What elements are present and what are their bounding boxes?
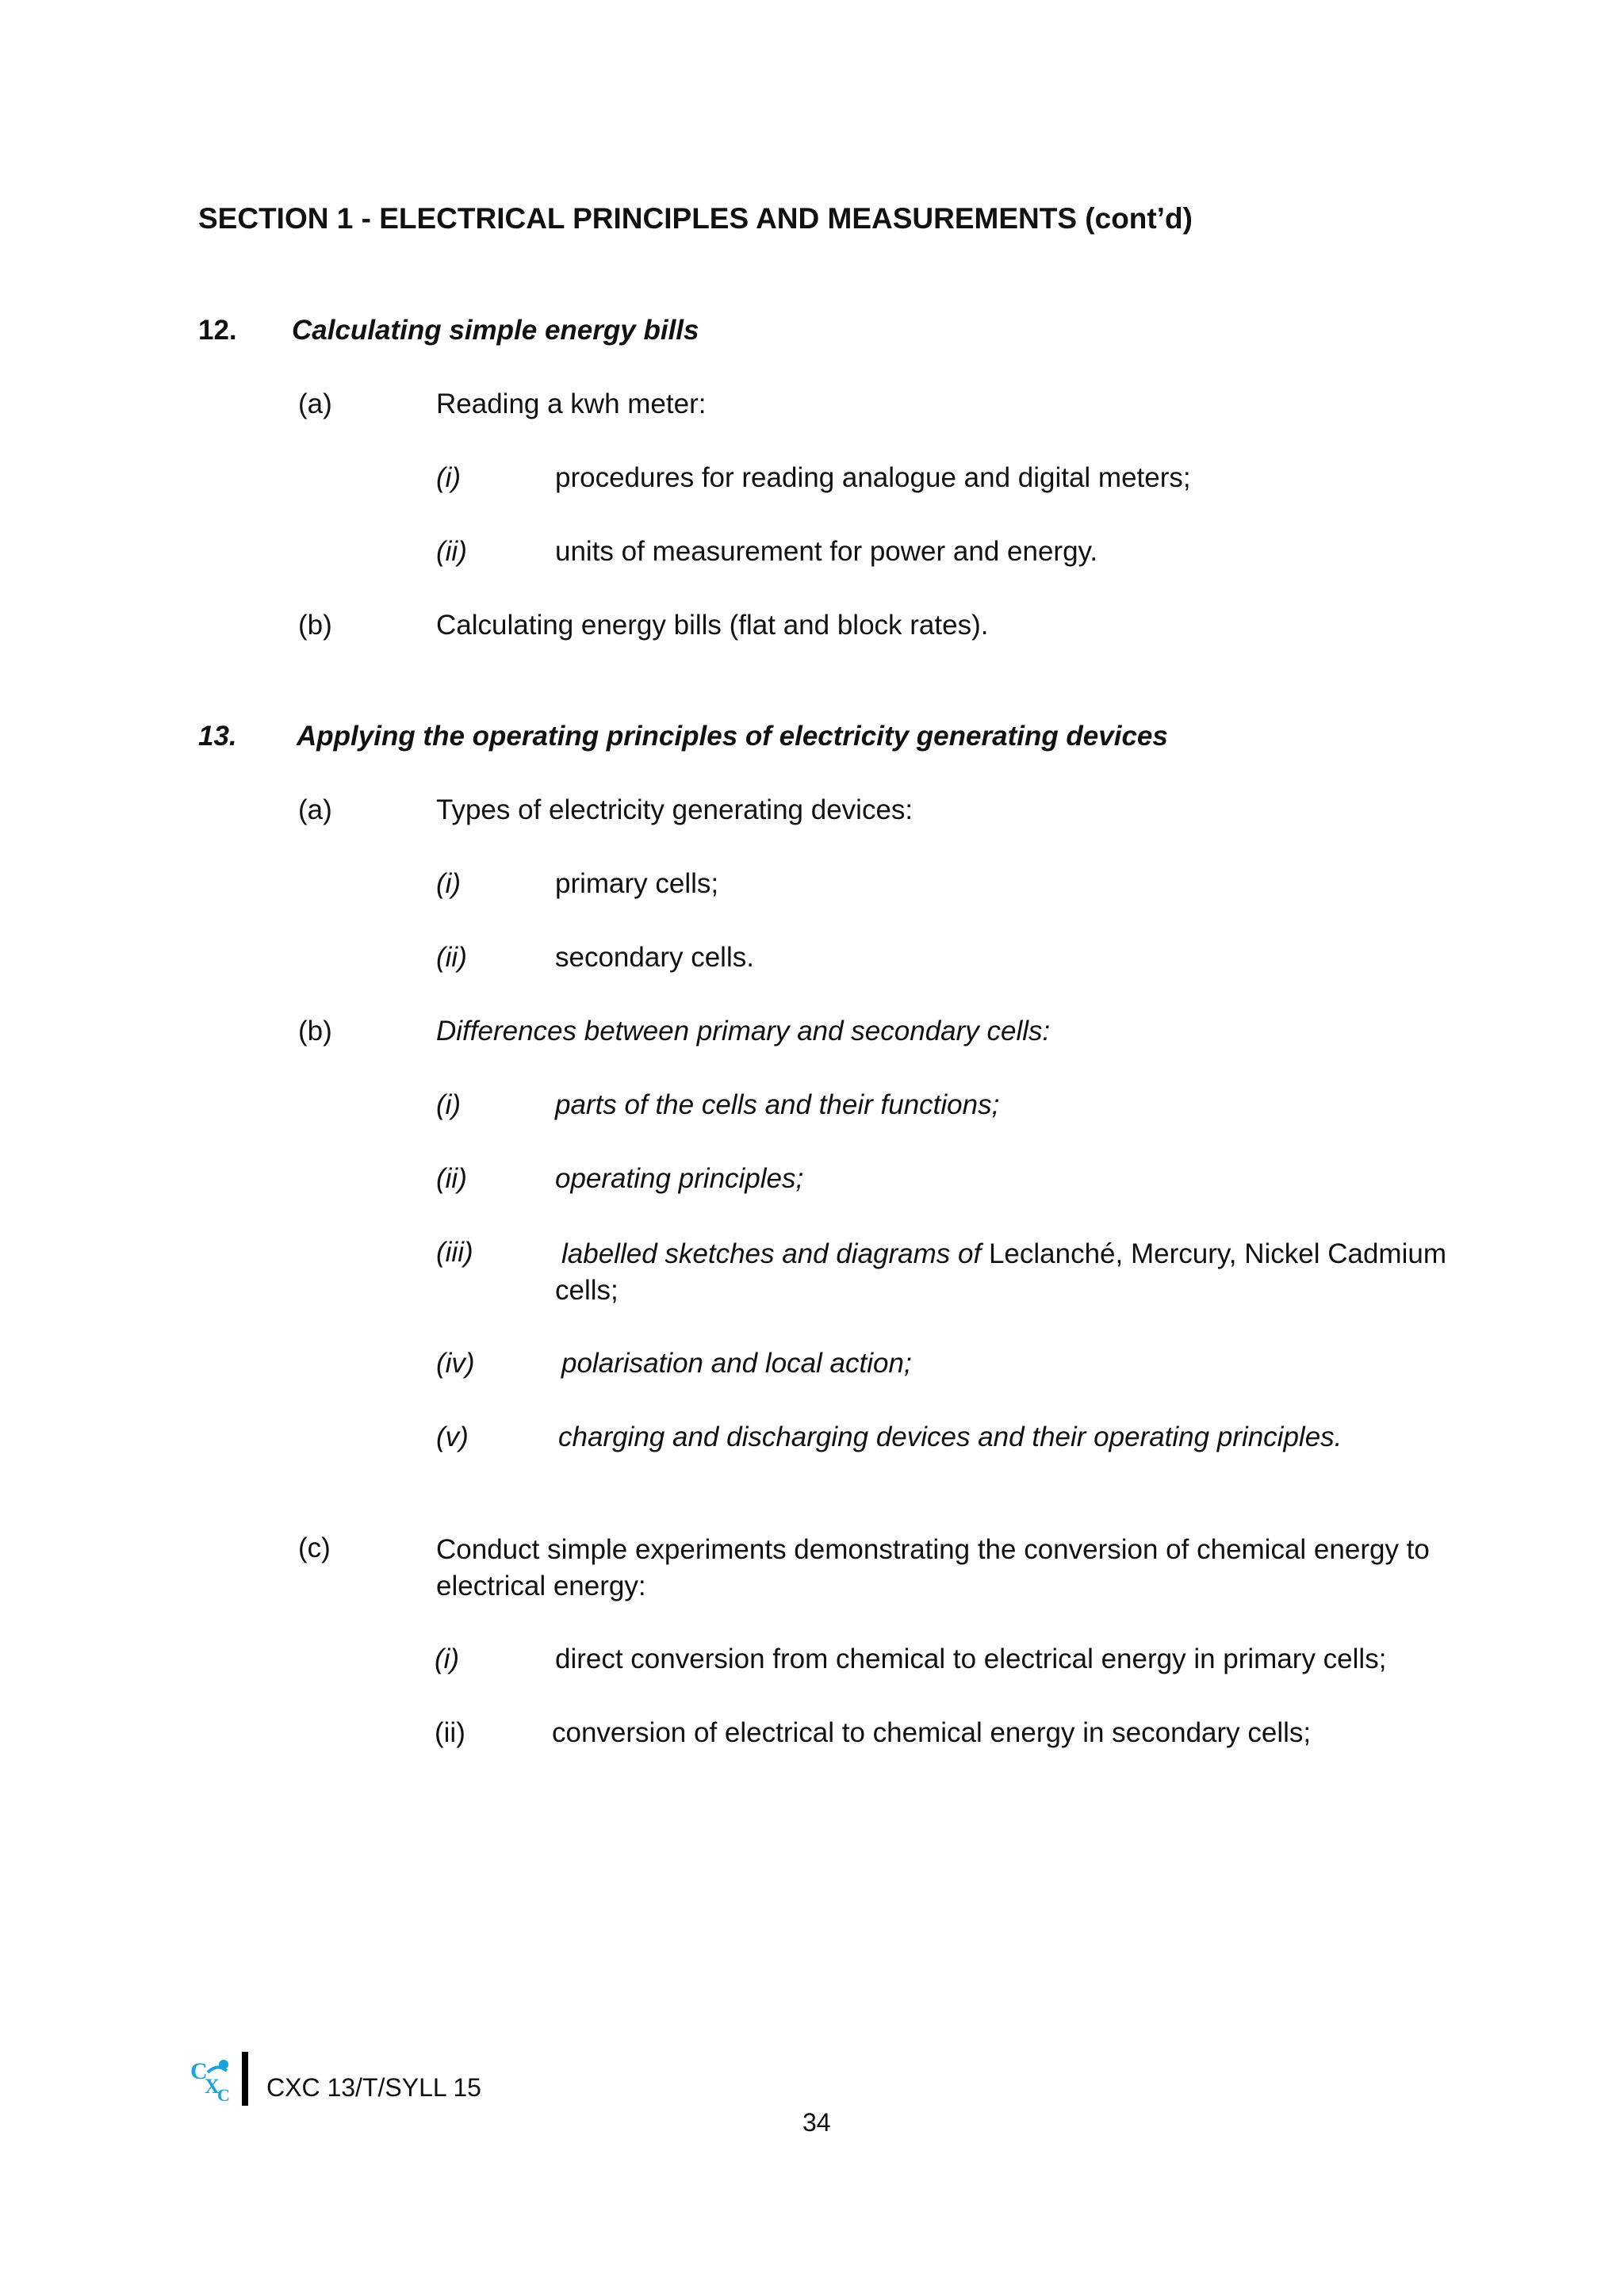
- topic-13-b-iii-italic: labelled sketches and diagrams of: [561, 1238, 982, 1269]
- topic-13-c-ii-text: conversion of electrical to chemical energy in secondary cells;: [552, 1717, 1312, 1748]
- topic-13-c-text: Conduct simple experiments demonstrating the conversion of chemical energy to electrical energy:: [436, 1534, 1430, 1601]
- svg-text:C: C: [217, 2085, 230, 2103]
- topic-13-b-i-label: (i): [436, 1089, 462, 1120]
- topic-13-a-ii-text: secondary cells.: [555, 942, 754, 973]
- topic-12-title: Calculating simple energy bills: [292, 315, 699, 346]
- cxc-logo-icon: [190, 2055, 236, 2103]
- section-heading: SECTION 1 - ELECTRICAL PRINCIPLES AND MEASUREMENTS (cont’d): [198, 202, 1193, 235]
- topic-13-b-ii-text: operating principles;: [555, 1163, 804, 1194]
- topic-13-b-iv-text: polarisation and local action;: [561, 1348, 912, 1379]
- topic-13-b-label: (b): [298, 1016, 332, 1047]
- topic-12-a-text: Reading a kwh meter:: [436, 388, 707, 419]
- topic-13-b-iv-label: (iv): [436, 1348, 475, 1379]
- topic-13-b-ii-label: (ii): [436, 1163, 467, 1194]
- footer-code: CXC 13/T/SYLL 15: [266, 2073, 481, 2102]
- topic-13-a-label: (a): [298, 794, 332, 825]
- svg-text:X: X: [205, 2075, 220, 2098]
- topic-13-b-text: Differences between primary and secondary cells:: [436, 1016, 1051, 1047]
- topic-13-b-iii-regular: Leclanché, Mercury, Nickel Cadmium cells;: [555, 1238, 1446, 1306]
- topic-13-title: Applying the operating principles of electricity generating devices: [297, 721, 1168, 752]
- topic-13-a-text: Types of electricity generating devices:: [436, 794, 914, 825]
- svg-text:C: C: [190, 2058, 208, 2084]
- topic-12-a-ii-label: (ii): [436, 536, 467, 567]
- topic-12-a-label: (a): [298, 388, 332, 419]
- topic-13-c-ii-label: (ii): [435, 1717, 465, 1748]
- topic-13-a-i-label: (i): [436, 868, 462, 899]
- topic-12-number: 12.: [198, 315, 237, 346]
- topic-13-b-iii-text: [555, 1236, 1451, 1309]
- topic-12-b-text: Calculating energy bills (flat and block rates).: [436, 610, 989, 641]
- topic-13-b-i-text: parts of the cells and their functions;: [555, 1089, 1000, 1120]
- topic-13-b-v-text: charging and discharging devices and their operating principles.: [558, 1422, 1342, 1452]
- topic-13-c-label: (c): [298, 1533, 331, 1563]
- topic-13-a-i-text: primary cells;: [555, 868, 719, 899]
- page-number: 34: [802, 2108, 831, 2137]
- topic-13-a-ii-label: (ii): [436, 942, 467, 973]
- topic-12-b-label: (b): [298, 610, 332, 641]
- topic-13-b-v-label: (v): [436, 1422, 469, 1452]
- topic-13-b-iii-label: (iii): [436, 1237, 473, 1268]
- topic-13-c-i-text: direct conversion from chemical to electrical energy in primary cells;: [555, 1644, 1387, 1674]
- topic-12-a-i-text: procedures for reading analogue and digital meters;: [555, 462, 1191, 493]
- footer-divider: [242, 2052, 248, 2106]
- topic-12-a-i-label: (i): [436, 462, 462, 493]
- topic-13-c-i-label: (i): [435, 1644, 460, 1674]
- topic-12-a-ii-text: units of measurement for power and energy.: [555, 536, 1098, 567]
- topic-13-number: 13.: [198, 721, 237, 752]
